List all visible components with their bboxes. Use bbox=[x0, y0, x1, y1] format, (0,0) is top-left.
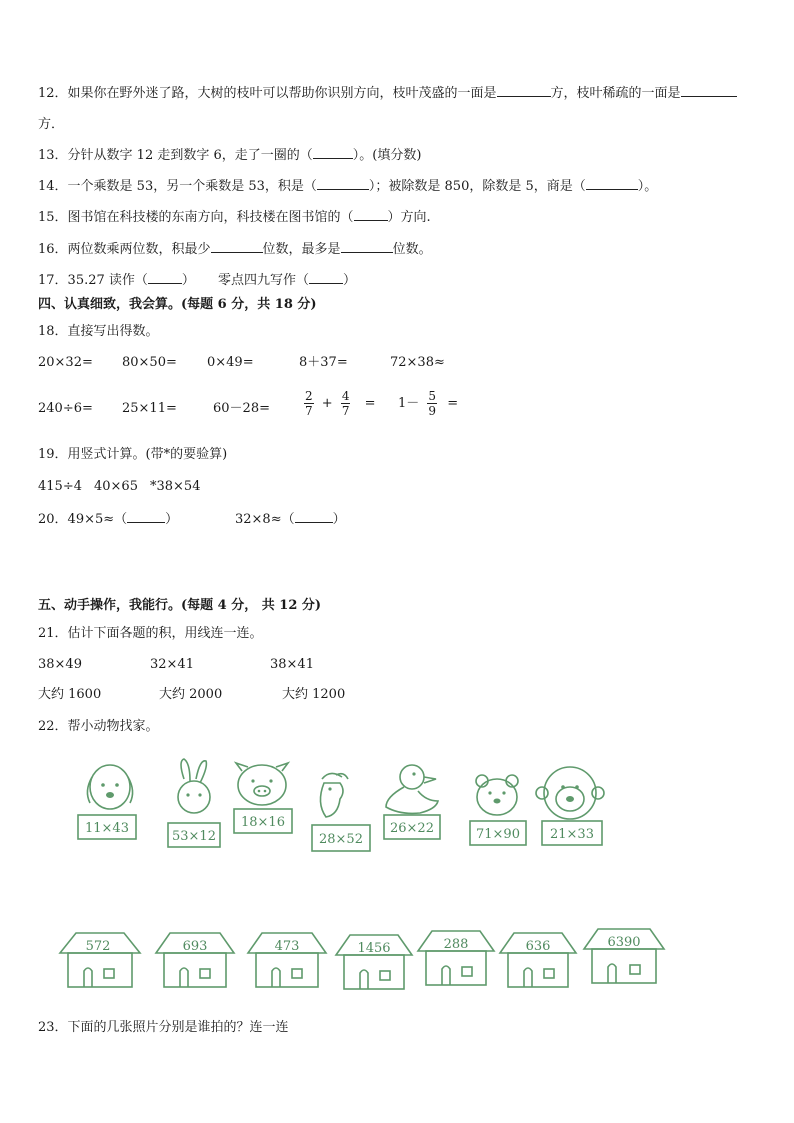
house-number: 6390 bbox=[607, 935, 641, 950]
house-288[interactable] bbox=[418, 931, 494, 985]
house-1456[interactable] bbox=[336, 935, 412, 989]
q23-title: 23．下面的几张照片分别是谁拍的？连一连 bbox=[38, 1020, 289, 1035]
house-number: 636 bbox=[525, 939, 551, 954]
q15-text-a: 15．图书馆在科技楼的东南方向，科技楼在图书馆的（ bbox=[38, 210, 354, 225]
q20-part-b bbox=[235, 510, 346, 529]
q18-fraction-diff bbox=[398, 389, 458, 418]
q18-row1-item-4: 8＋37= bbox=[299, 355, 348, 370]
question-15 bbox=[38, 208, 431, 227]
equals-sign: = bbox=[447, 396, 459, 411]
q19-item-1: 415÷4 bbox=[38, 479, 82, 494]
one-minus: 1－ bbox=[398, 396, 420, 411]
section-5-heading: 五、动手操作，我能行。(每题 4 分， 共 12 分) bbox=[38, 598, 322, 613]
q16-text-b: 位数，最多是 bbox=[262, 242, 341, 257]
question-16 bbox=[38, 240, 432, 259]
q14-blank-1[interactable] bbox=[317, 177, 369, 190]
rabbit-icon[interactable] bbox=[168, 759, 220, 847]
q17-blank-1[interactable] bbox=[148, 271, 182, 284]
q18-fraction-sum bbox=[304, 389, 376, 418]
dog-sign: 11×43 bbox=[85, 821, 129, 836]
q22-title: 22．帮小动物找家。 bbox=[38, 719, 159, 734]
bear-sign: 71×90 bbox=[476, 827, 520, 842]
q20-b-close: ） bbox=[332, 512, 346, 527]
q12-text-c: 方． bbox=[38, 117, 65, 132]
duck-sign: 26×22 bbox=[390, 821, 434, 836]
q20-blank-2[interactable] bbox=[295, 510, 333, 523]
q20-a-text: 20．49×5≈（ bbox=[38, 512, 128, 527]
q16-blank-2[interactable] bbox=[341, 240, 393, 253]
fraction-4-7: $\frac{4}{7}$ bbox=[341, 389, 350, 418]
section-4-heading: 四、认真细致，我会算。(每题 6 分，共 18 分) bbox=[38, 297, 317, 312]
house-number: 572 bbox=[85, 939, 111, 954]
q18-title: 18．直接写出得数。 bbox=[38, 324, 159, 339]
q18-row2-item-1: 240÷6= bbox=[38, 401, 93, 416]
q13-text-b: ）。(填分数) bbox=[352, 148, 422, 163]
q19-item-2: 40×65 bbox=[94, 479, 138, 494]
q17-text-d: ） bbox=[343, 273, 357, 288]
q21-answer-2: 大约 2000 bbox=[159, 687, 223, 702]
question-14 bbox=[38, 177, 657, 196]
q20-a-close: ） bbox=[165, 512, 179, 527]
q19-title: 19．用竖式计算。(带*的要验算) bbox=[38, 447, 228, 462]
duck-icon[interactable] bbox=[384, 765, 440, 839]
q20-blank-1[interactable] bbox=[127, 510, 165, 523]
pig-icon[interactable] bbox=[234, 763, 292, 833]
q14-text-a: 14．一个乘数是 53，另一个乘数是 53，积是（ bbox=[38, 179, 317, 194]
q21-expr-1: 38×49 bbox=[38, 657, 82, 672]
q18-row1-item-2: 80×50= bbox=[122, 355, 177, 370]
q18-row1-item-1: 20×32= bbox=[38, 355, 93, 370]
question-12 bbox=[38, 84, 737, 103]
q20-b-text: 32×8≈（ bbox=[235, 512, 295, 527]
q14-text-b: ）；被除数是 850，除数是 5，商是（ bbox=[368, 179, 586, 194]
q18-row1-item-5: 72×38≈ bbox=[390, 355, 445, 370]
house-473[interactable] bbox=[248, 933, 326, 987]
q19-item-3: *38×54 bbox=[150, 479, 201, 494]
q16-blank-1[interactable] bbox=[211, 240, 263, 253]
q14-text-c: ）。 bbox=[637, 179, 658, 194]
question-13 bbox=[38, 146, 421, 165]
q18-row2-item-2: 25×11= bbox=[122, 401, 177, 416]
goat-icon[interactable] bbox=[312, 773, 370, 851]
q20-part-a bbox=[38, 510, 178, 529]
q17-text-c: 零点四九写作（ bbox=[218, 273, 310, 288]
house-6390[interactable] bbox=[584, 929, 664, 983]
q12-continuation bbox=[38, 116, 64, 134]
q12-blank-1[interactable] bbox=[497, 84, 551, 97]
q15-blank[interactable] bbox=[354, 208, 388, 221]
question-17 bbox=[38, 271, 195, 290]
house-572[interactable] bbox=[60, 933, 140, 987]
question-17-part-2 bbox=[218, 271, 356, 290]
house-number: 288 bbox=[443, 937, 469, 952]
q21-expr-3: 38×41 bbox=[270, 657, 314, 672]
q13-blank[interactable] bbox=[313, 146, 353, 159]
q14-blank-2[interactable] bbox=[586, 177, 638, 190]
dog-icon[interactable] bbox=[78, 765, 136, 839]
q16-text-a: 16．两位数乘两位数，积最少 bbox=[38, 242, 211, 257]
monkey-sign: 21×33 bbox=[550, 827, 594, 842]
q18-row1-item-3: 0×49= bbox=[207, 355, 254, 370]
house-number: 1456 bbox=[357, 941, 391, 956]
q16-text-c: 位数。 bbox=[392, 242, 432, 257]
q17-blank-2[interactable] bbox=[309, 271, 343, 284]
q17-text-b: ） bbox=[181, 273, 195, 288]
fraction-2-7: $\frac{2}{7}$ bbox=[305, 389, 313, 418]
q12-text-b: 方，枝叶稀疏的一面是 bbox=[550, 86, 681, 101]
house-693[interactable] bbox=[156, 933, 234, 987]
plus-sign: + bbox=[321, 396, 333, 411]
goat-sign: 28×52 bbox=[319, 832, 363, 847]
q12-text-a: 12．如果你在野外迷了路，大树的枝叶可以帮助你识别方向，枝叶茂盛的一面是 bbox=[38, 86, 497, 101]
fraction-5-9: $\frac{5}{9}$ bbox=[428, 389, 437, 418]
q13-text-a: 13．分针从数字 12 走到数字 6，走了一圈的（ bbox=[38, 148, 313, 163]
q21-answer-1: 大约 1600 bbox=[38, 687, 102, 702]
houses-illustration bbox=[0, 927, 794, 997]
q17-text-a: 17．35.27 读作（ bbox=[38, 273, 148, 288]
q21-title: 21．估计下面各题的积，用线连一连。 bbox=[38, 626, 263, 641]
q12-blank-2[interactable] bbox=[681, 84, 737, 97]
q15-text-b: ）方向. bbox=[387, 210, 431, 225]
q21-expr-2: 32×41 bbox=[150, 657, 194, 672]
house-636[interactable] bbox=[500, 933, 576, 987]
rabbit-sign: 53×12 bbox=[172, 829, 216, 844]
house-number: 693 bbox=[182, 939, 208, 954]
q21-answer-3: 大约 1200 bbox=[282, 687, 346, 702]
equals-sign: = bbox=[364, 396, 376, 411]
pig-sign: 18×16 bbox=[241, 815, 285, 830]
house-number: 473 bbox=[274, 939, 300, 954]
animals-illustration bbox=[0, 757, 794, 877]
q18-row2-item-3: 60－28= bbox=[213, 401, 270, 416]
monkey-icon[interactable] bbox=[536, 767, 604, 845]
bear-icon[interactable] bbox=[470, 775, 526, 845]
